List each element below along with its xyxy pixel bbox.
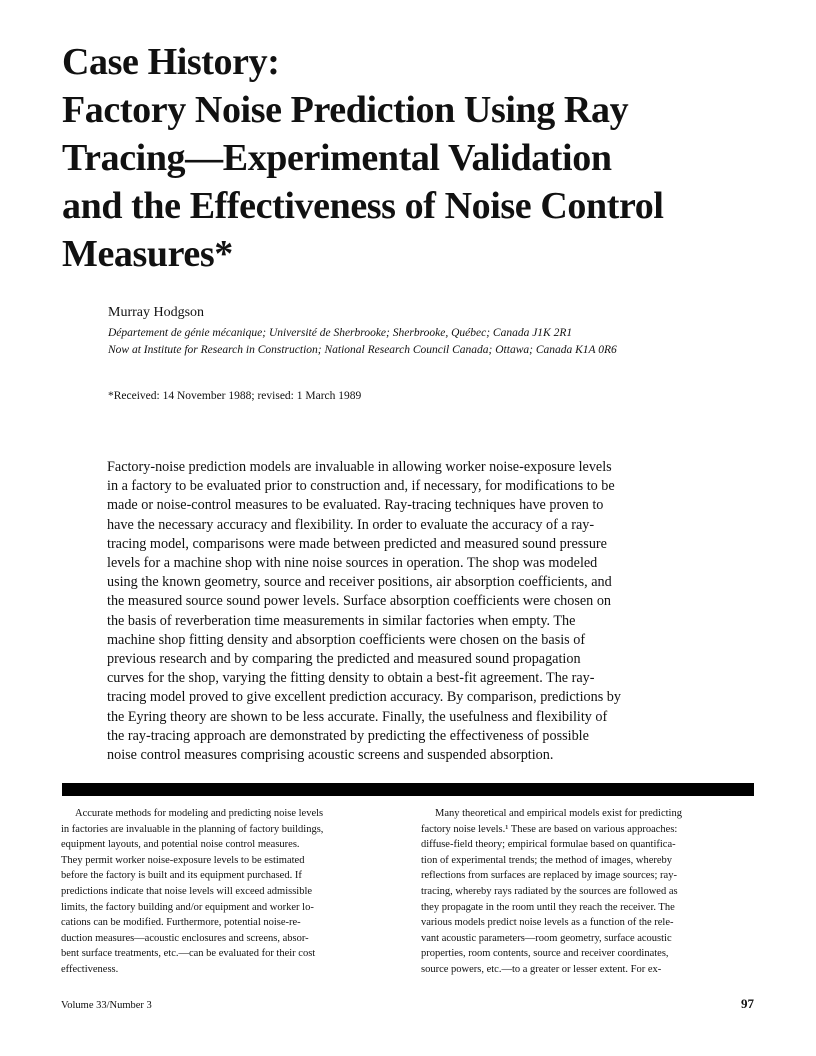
received-date-note: *Received: 14 November 1988; revised: 1 March 1989 <box>108 390 362 402</box>
page-number: 97 <box>741 996 754 1011</box>
body-line: limits, the factory building and/or equipment and worker lo- <box>61 901 314 913</box>
abstract-line: the Eyring theory are shown to be less accurate. Finally, the usefulness and flexibility of <box>107 708 608 725</box>
section-divider-bar <box>62 783 754 796</box>
article-title <box>62 38 782 278</box>
abstract-line: tracing model, comparisons were made between predicted and measured sound pressure <box>107 535 607 552</box>
title-line: and the Effectiveness of Noise Control <box>62 185 664 227</box>
abstract-line: previous research and by comparing the predicted and measured sound propagation <box>107 651 581 668</box>
body-line: tracing, whereby rays radiated by the sources are followed as <box>421 885 678 897</box>
body-line: before the factory is built and its equipment purchased. If <box>61 870 302 882</box>
body-line: bent surface treatments, etc.—can be evaluated for their cost <box>61 948 316 960</box>
body-line: cations can be modified. Furthermore, potential noise-re- <box>61 917 301 929</box>
abstract-line: levels for a machine shop with nine noise sources in operation. The shop was modeled <box>107 555 598 572</box>
abstract <box>107 458 707 765</box>
body-line: reflections from surfaces are replaced by image sources; ray- <box>421 870 677 882</box>
title-line: Factory Noise Prediction Using Ray <box>62 89 629 131</box>
body-column-left <box>61 806 394 978</box>
body-line: source powers, etc.—to a greater or lesser extent. For ex- <box>421 963 662 975</box>
body-line: They permit worker noise-exposure levels to be estimated <box>61 854 305 866</box>
body-line: Many theoretical and empirical models exist for predicting <box>435 808 682 819</box>
abstract-line: the basis of reverberation time measurements in similar factories when empty. The <box>107 612 576 629</box>
abstract-line: machine shop fitting density and absorption coefficients were chosen on the basis of <box>107 631 586 648</box>
abstract-line: in a factory to be evaluated prior to construction and, if necessary, for modifications to be <box>107 478 615 495</box>
author-name: Murray Hodgson <box>108 305 205 320</box>
body-line: effectiveness. <box>61 963 119 975</box>
abstract-line: using the known geometry, source and receiver positions, air absorption coefficients, and <box>107 574 612 591</box>
body-line: predictions indicate that noise levels will exceed admissible <box>61 885 313 897</box>
abstract-line: Factory-noise prediction models are invaluable in allowing worker noise-exposure levels <box>107 459 612 475</box>
body-line: factory noise levels.¹ These are based on various approaches: <box>421 823 678 835</box>
body-line: diffuse-field theory; empirical formulae based on quantifica- <box>421 839 676 851</box>
abstract-line: tracing model proved to give excellent prediction accuracy. By comparison, predictions by <box>107 689 621 706</box>
author-affiliation-current: Now at Institute for Research in Construction; National Research Council Canada; Ottawa; Canada K1A 0R6 <box>108 344 617 356</box>
abstract-line: made or noise-control measures to be evaluated. Ray-tracing techniques have proven to <box>107 497 604 514</box>
body-line: properties, room contents, source and receiver coordinates, <box>421 948 669 960</box>
title-line: Measures* <box>62 233 233 275</box>
abstract-line: the ray-tracing approach are demonstrated by predicting the effectiveness of possible <box>107 727 589 744</box>
body-line: they propagate in the room until they reach the receiver. The <box>421 901 675 913</box>
abstract-line: the measured source sound power levels. Surface absorption coefficients were chosen on <box>107 593 612 610</box>
body-line: duction measures—acoustic enclosures and screens, absor- <box>61 932 309 944</box>
body-line: Accurate methods for modeling and predicting noise levels <box>75 808 324 819</box>
journal-volume-footer: Volume 33/Number 3 <box>61 1000 152 1011</box>
body-line: various models predict noise levels as a function of the rele- <box>421 917 674 929</box>
title-line: Case History: <box>62 41 280 83</box>
abstract-line: have the necessary accuracy and flexibility. In order to evaluate the accuracy of a ray- <box>107 516 595 533</box>
title-line: Tracing—Experimental Validation <box>62 137 612 179</box>
abstract-line: curves for the shop, varying the fitting density to obtain a best-fit agreement. The ray- <box>107 670 595 687</box>
body-line: in factories are invaluable in the planning of factory buildings, <box>61 823 324 835</box>
body-line: tion of experimental trends; the method of images, whereby <box>421 854 673 866</box>
body-column-right <box>421 806 754 978</box>
abstract-line: noise control measures comprising acoustic screens and suspended absorption. <box>107 747 554 764</box>
author-block <box>108 304 788 359</box>
body-line: vant acoustic parameters—room geometry, surface acoustic <box>421 932 672 944</box>
author-affiliation-primary: Département de génie mécanique; Université de Sherbrooke; Sherbrooke, Québec; Canada J1K 2R1 <box>108 327 573 339</box>
body-line: equipment layouts, and potential noise control measures. <box>61 839 300 851</box>
